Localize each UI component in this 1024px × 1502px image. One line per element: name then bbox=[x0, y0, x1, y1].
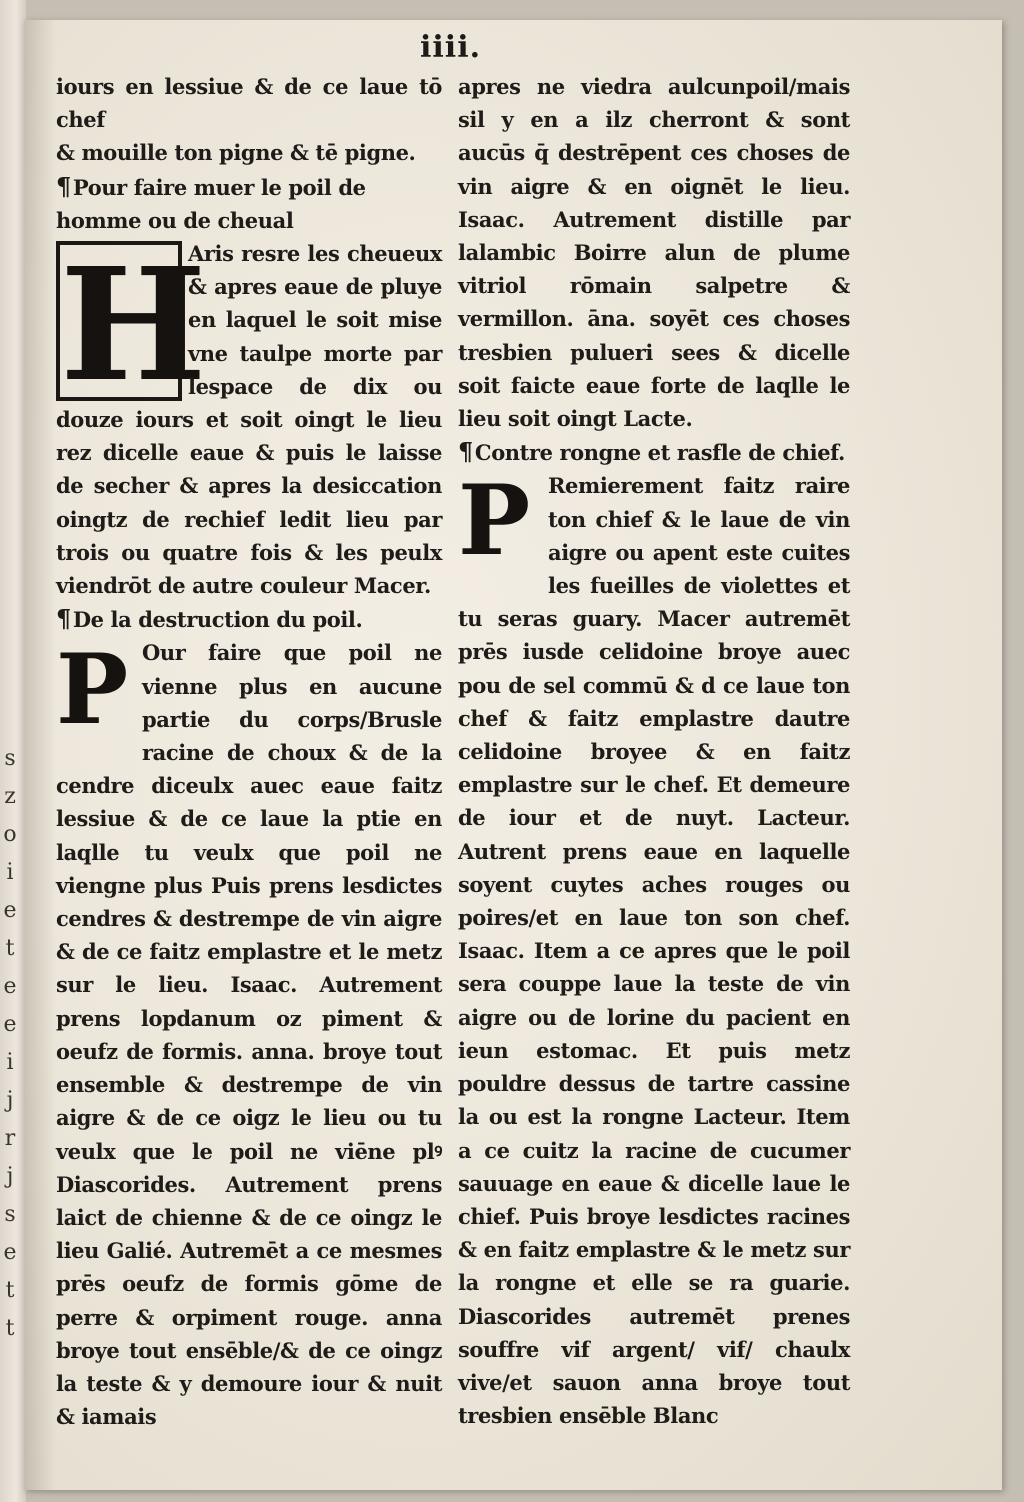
section-heading bbox=[56, 602, 442, 636]
drop-cap-initial: P bbox=[56, 633, 128, 747]
margin-letter: z bbox=[4, 784, 16, 809]
paragraph-mark-icon: ¶ bbox=[56, 604, 71, 634]
right-column bbox=[458, 70, 850, 1429]
margin-letter: e bbox=[3, 898, 17, 923]
section-heading-text: De la destruction du poil. bbox=[72, 607, 363, 633]
margin-letter: t bbox=[5, 1278, 15, 1303]
text-block bbox=[56, 633, 442, 1433]
margin-letter: r bbox=[4, 1126, 16, 1151]
page-gutter-shadow bbox=[24, 20, 56, 1490]
left-column bbox=[56, 70, 442, 1430]
paragraph-text: Aris resre les cheueux & apres eaue de pluye en laquel le soit mise vne taulpe morte par lespace de dix ou douze iours et soit oingt le lieu rez dicelle eaue & puis le laisse de secher & apres la desiccation oingtz de rechief ledit lieu par trois ou quatre fois & les peulx viendrōt de autre couleur Macer. bbox=[56, 241, 442, 599]
margin-letter: e bbox=[3, 1240, 17, 1265]
margin-letter: i bbox=[6, 860, 14, 885]
section-heading bbox=[56, 170, 442, 237]
margin-letter: s bbox=[4, 1202, 16, 1227]
section-heading-text: Contre rongne et rasfle de chief. bbox=[474, 440, 845, 466]
decorated-initial: H bbox=[56, 241, 182, 401]
text-block bbox=[56, 233, 442, 602]
margin-letter: s bbox=[4, 746, 16, 771]
drop-cap-initial: P bbox=[458, 464, 530, 578]
paragraph-text: apres ne viedra aulcunpoil/mais sil y en a ilz cherront & sont aucūs q̄ destrēpent ces choses de vin aigre & en oignēt le lieu. Isaac. Autrement distille par lalambic Boirre alun de plume vitriol rōmain salpetre & vermillon. āna. soyēt ces choses tresbien pulueri sees & dicelle soit faicte eaue forte de laqlle le lieu soit oingt Lacte. bbox=[458, 74, 850, 432]
paragraph-text: Remierement faitz raire ton chief & le laue de vin aigre ou apent este cuites les fueilles de violettes et tu seras guary. Macer autremēt prēs iusde celidoine broye auec pou de sel commū & d ce laue ton chef & faitz emplastre dautre celidoine broyee & en faitz emplastre sur le chef. Et demeure de iour et de nuyt. Lacteur. Autrent prens eaue en laquelle soyent cuytes aches rouges ou poires/et en laue ton son chef. Isaac. Item a ce apres que le poil sera couppe laue la teste de vin aigre ou de lorine du pacient en ieun estomac. Et puis metz pouldre dessus de tartre cassine la ou est la rongne Lacteur. Item a ce cuitz la racine de cucumer sauuage en eaue & dicelle laue le chief. Puis broye lesdictes racines & en faitz emplastre & le metz sur la rongne et elle se ra guarie. Diascorides autremēt prenes souffre vif argent/ vif/ chaulx vive/et sauon anna broye tout tresbien ensēble Blanc bbox=[458, 473, 850, 1429]
facing-page-letters bbox=[2, 740, 18, 1460]
text-block bbox=[458, 464, 850, 1432]
text-line: iours en lessiue & de ce laue tō chef bbox=[56, 74, 442, 133]
margin-letter: o bbox=[3, 822, 17, 847]
paragraph-text: Our faire que poil ne vienne plus en aucune partie du corps/Brusle racine de choux & de la cendre diceulx auec eaue faitz lessiue & de ce laue la ptie en laqlle tu veulx que poil ne viengne plus Puis prens lesdictes cendres & destrempe de vin aigre & de ce faitz emplastre et le metz sur le lieu. Isaac. Autrement prens lopdanum oz piment & oeufz de formis. anna. broye tout ensemble & destrempe de vin aigre & de ce oigz le lieu ou tu veulx que le poil ne viēne plꝰ Diascorides. Autrement prens laict de chienne & de ce oingz le lieu Galié. Autremēt a ce mesmes prēs oeufz de formis gōme de perre & orpiment rouge. anna broye tout ensēble/& de ce oingz la teste & y demoure iour & nuit & iamais bbox=[56, 640, 442, 1430]
margin-letter: e bbox=[3, 974, 17, 999]
margin-letter: j bbox=[6, 1088, 14, 1113]
margin-letter: t bbox=[5, 1316, 15, 1341]
paragraph-mark-icon: ¶ bbox=[56, 171, 71, 201]
section-heading bbox=[458, 435, 850, 469]
folio-number: iiii. bbox=[420, 30, 482, 65]
paragraph-mark-icon: ¶ bbox=[458, 437, 473, 467]
margin-letter: i bbox=[6, 1050, 14, 1075]
margin-letter: j bbox=[6, 1164, 14, 1189]
section-heading-text: Pour faire muer le poil de homme ou de cheual bbox=[56, 174, 366, 233]
margin-letter: e bbox=[3, 1012, 17, 1037]
margin-letter: t bbox=[5, 936, 15, 961]
text-line: & mouille ton pigne & tē pigne. bbox=[56, 140, 416, 166]
